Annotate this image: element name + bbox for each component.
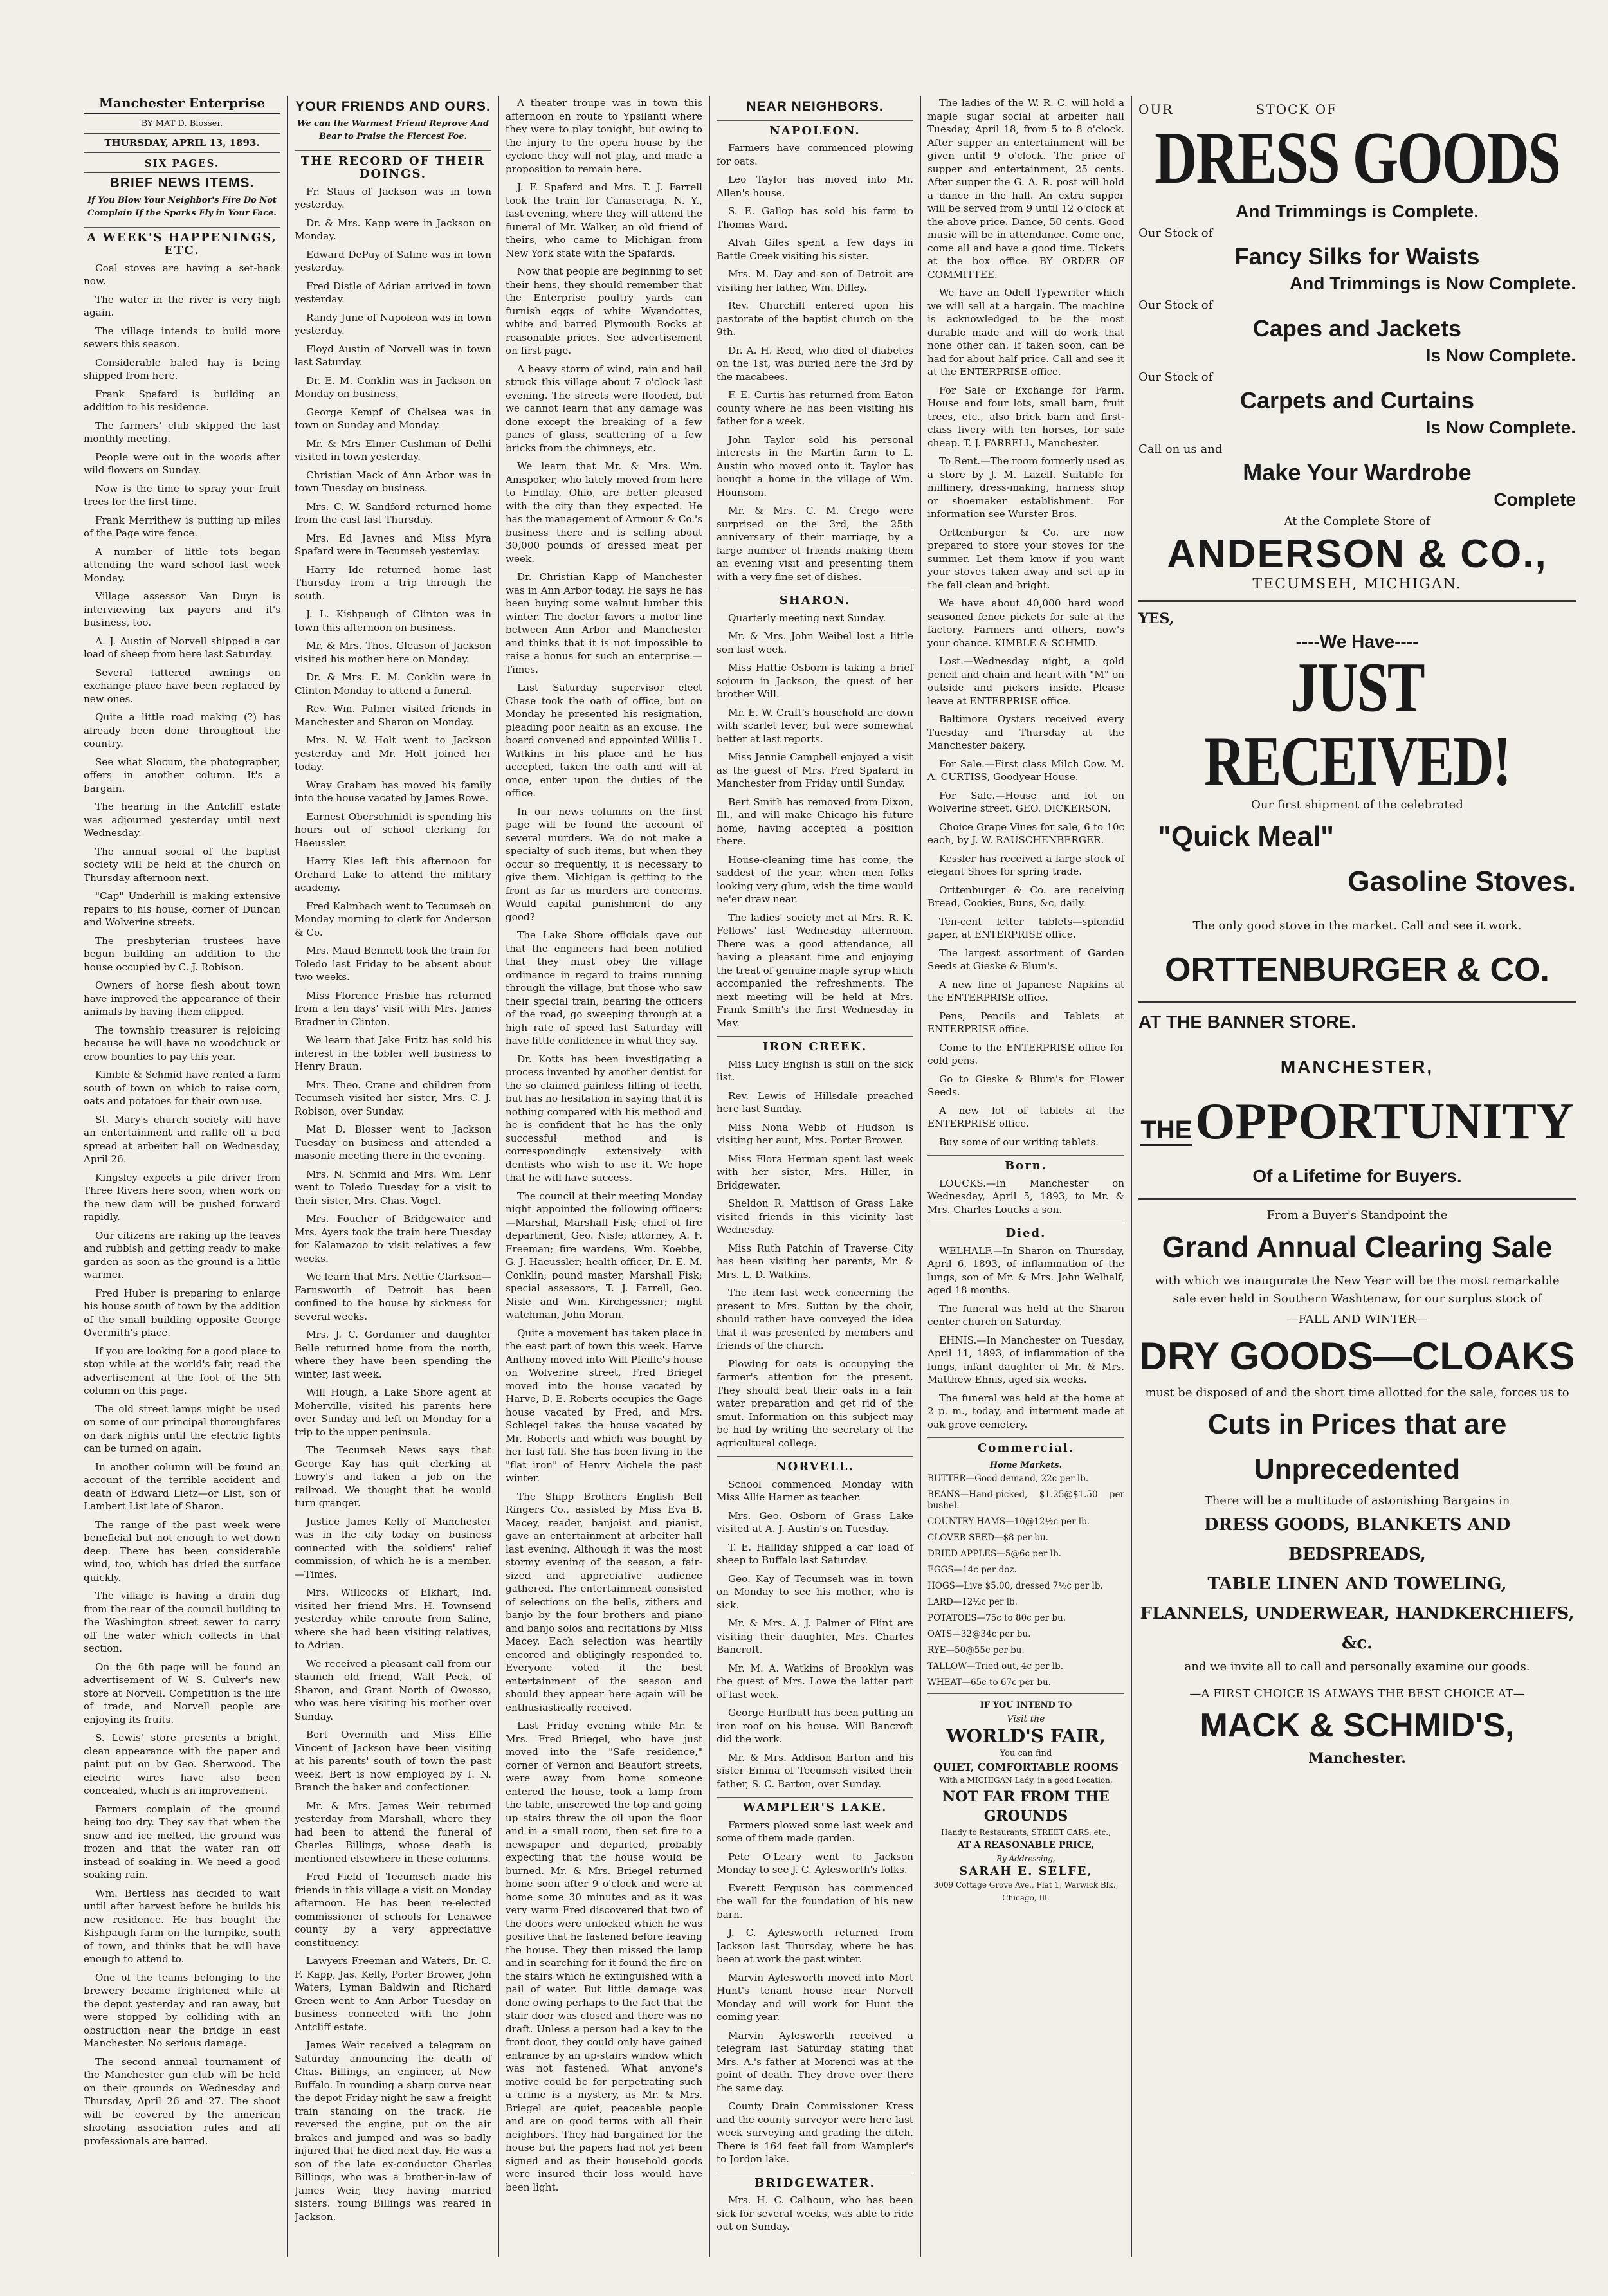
news-paragraph: BEANS—Hand-picked, $1.25@$1.50 per bushel. — [927, 1490, 1124, 1511]
news-paragraph: One of the teams belonging to the brewery became frightened while at the depot yesterday and ran away, but were stopped by colliding with an obstruction near the bridge in east Manchester. No serious damage. — [84, 1971, 280, 2049]
news-paragraph: The annual social of the baptist society will be held at the church on Thursday afternoon next. — [84, 845, 280, 884]
ad-manchester: MANCHESTER, — [1280, 1057, 1434, 1077]
news-paragraph: John Taylor sold his personal interests in the Martin farm to L. Austin who moved onto it. Taylor has bought a home in the village of Wm. Hounsom. — [717, 433, 913, 498]
news-paragraph: Everett Ferguson has commenced the wall for the foundation of his new barn. — [717, 1882, 913, 1920]
fair-line-10: By Addressing, — [996, 1854, 1055, 1863]
ad-complete-1: Is Now Complete. — [1425, 345, 1576, 365]
news-paragraph: Lost.—Wednesday night, a gold pencil and chain and heart with "M" on outside and pickers inside. Please leave at ENTERPRISE office. — [927, 655, 1124, 707]
news-paragraph: We learn that Mrs. Nettie Clarkson—Farnsworth of Detroit has been confined to the house by sickness for several weeks. — [295, 1271, 491, 1322]
news-paragraph: Farmers have commenced plowing for oats. — [717, 142, 913, 167]
news-paragraph: Now is the time to spray your fruit trees for the first time. — [84, 482, 280, 507]
news-paragraph: Mr. & Mrs. Thos. Gleason of Jackson visited his mother here on Monday. — [295, 640, 491, 665]
news-items — [506, 96, 702, 2194]
news-paragraph: HOGS—Live $5.00, dressed 7½c per lb. — [927, 1581, 1103, 1591]
news-paragraph: Miss Flora Herman spent last week with her sister, Mrs. Hiller, in Bridgewater. — [717, 1153, 913, 1191]
section-heading-2: THE RECORD OF THEIR DOINGS. — [295, 150, 491, 181]
ad-mack-schmid: MACK & SCHMID'S, — [1200, 1707, 1515, 1744]
ad-first-choice: —A FIRST CHOICE IS ALWAYS THE BEST CHOICE AT— — [1189, 1687, 1525, 1700]
commercial-heading: Commercial. — [927, 1437, 1124, 1455]
news-paragraph: We learn that Jake Fritz has sold his interest in the tobler well business to Henry Braun. — [295, 1034, 491, 1072]
news-paragraph: For Sale.—House and lot on Wolverine street. GEO. DICKERSON. — [927, 789, 1124, 814]
news-paragraph: Mrs. M. Day and son of Detroit are visiting her father, Wm. Dilley. — [717, 268, 913, 293]
news-paragraph: Orttenburger & Co. are now prepared to store your stoves for the summer. Let them know if you want your stoves taken away and set up in the fall clean and bright. — [927, 526, 1124, 591]
ad-fall-winter: —FALL AND WINTER— — [1286, 1313, 1428, 1326]
news-paragraph: Harry Ide returned home last Thursday from a trip through the south. — [295, 563, 491, 602]
news-paragraph: The Lake Shore officials gave out that the engineers had been notified that they must obey the village ordinance in regard to trains running through the village, but those who saw their special train, bearing the officers of the road, go sweeping through at a high rate of speed last Saturday will have little confidence in what they say. — [506, 929, 702, 1046]
news-paragraph: Miss Ruth Patchin of Traverse City has been visiting her parents, Mr. & Mrs. L. D. Watkins. — [717, 1242, 913, 1280]
news-paragraph: We have an Odell Typewriter which we will sell at a bargain. The machine is acknowledged to be the most durable made and will do work that none other can. If taken soon, can be had for about half price. Call and see it at the ENTERPRISE office. — [927, 287, 1124, 378]
ad-only-good: The only good stove in the market. Call and see it work. — [1192, 919, 1522, 933]
ad-first-shipment: Our first shipment of the celebrated — [1251, 798, 1463, 812]
news-paragraph: J. F. Spafard and Mrs. T. J. Farrell took the train for Canaseraga, N. Y., last evening, where they will attend the funeral of Mr. Walker, an old friend of theirs, who came to Michigan from New York state with the Spafards. — [506, 181, 702, 259]
news-paragraph: The presbyterian trustees have begun building an addition to the house occupied by C. J. Robison. — [84, 934, 280, 973]
ad-trim-2: And Trimmings is Now Complete. — [1290, 273, 1576, 293]
news-paragraph: Dr. & Mrs. E. M. Conklin were in Clinton Monday to attend a funeral. — [295, 671, 491, 697]
news-paragraph: The township treasurer is rejoicing because he will have no woodchuck or crow bounties to pay this year. — [84, 1024, 280, 1062]
ad-invite: and we invite all to call and personally examine our goods. — [1184, 1660, 1530, 1673]
ad-the: THE — [1140, 1116, 1192, 1146]
news-paragraph: For Sale or Exchange for Farm. House and four lots, small barn, fruit trees, etc., also brick barn and first-class livery with ten horses, for sale cheap. T. J. FARRELL, Manchester. — [927, 384, 1124, 449]
news-paragraph: Quarterly meeting next Sunday. — [728, 612, 886, 624]
news-paragraph: Farmers plowed some last week and some of them made garden. — [717, 1819, 913, 1844]
news-paragraph: A new lot of tablets at the ENTERPRISE office. — [927, 1104, 1124, 1129]
fair-line-11: SARAH E. SELFE, — [959, 1864, 1093, 1878]
neighbor-section-title: BRIDGEWATER. — [717, 2173, 913, 2191]
news-paragraph: LARD—12½c per lb. — [927, 1597, 1018, 1607]
news-paragraph: Fr. Staus of Jackson was in town yesterday. — [295, 185, 491, 210]
ad-trim-1: And Trimmings is Complete. — [1235, 201, 1479, 221]
column-near-neighbors — [717, 96, 921, 2257]
news-paragraph: The village is having a drain dug from the rear of the council building to the Washington street sewer to carry off the water which collects in that section. — [84, 1590, 280, 1654]
news-paragraph: Alvah Giles spent a few days in Battle Creek visiting his sister. — [717, 237, 913, 262]
news-paragraph: RYE—50@55c per bu. — [927, 1645, 1025, 1655]
news-paragraph: People were out in the woods after wild flowers on Sunday. — [84, 451, 280, 476]
news-paragraph: Coal stoves are having a set-back now. — [84, 262, 280, 287]
fair-line-3: WORLD'S FAIR, — [946, 1726, 1106, 1747]
news-paragraph: DRIED APPLES—5@6c per lb. — [927, 1549, 1061, 1559]
news-paragraph: In our news columns on the first page will be found the account of several murders. We do not make a specialty of such items, but when they occur so frequently, it is necessary to give them. Michigan is getting to the front as far as murders are concerns. Would capital punishment do any good? — [506, 805, 702, 923]
news-paragraph: We received a pleasant call from our staunch old friend, Walt Peck, of Sharon, and Grant North of Owosso, who was here visiting his mother over Sunday. — [295, 1657, 491, 1722]
news-paragraph: A theater troupe was in town this afternoon en route to Ypsilanti where they were to play tonight, but owing to the injury to the opera house by the cyclone they will not play, and made a proposition to remain here. — [506, 97, 702, 175]
news-paragraph: The village intends to build more sewers this season. — [84, 325, 280, 350]
news-paragraph: Ten-cent letter tablets—splendid paper, at ENTERPRISE office. — [927, 915, 1124, 940]
news-paragraph: WELHALF.—In Sharon on Thursday, April 6, 1893, of inflammation of the lungs, son of Mr. & Mrs. John Welhalf, aged 18 months. — [927, 1244, 1124, 1296]
news-paragraph: Last Friday evening while Mr. & Mrs. Fred Briegel, who have just moved into the "Safe residence," corner of Vernon and Beaufort streets, were away from home someone entered the house, took a lamp from the table, unscrewed the top and going up stairs threw the oil upon the floor and in a small room, then set fire to a newspaper and departed, probably expecting that the house would be burned. Mr. & Mrs. Briegel returned home soon after 9 o'clock and were at home some 30 minutes and as it was very warm Fred discovered that two of the doors were unlocked which he was positive that he fastened before leaving the house. They then missed the lamp and in searching for it found the fire on the stairs which he extinguished with a pail of water. But little damage was done owing perhaps to the fact that the stair door was closed and there was no draft. Unless a person had a key to the front door, they could only have gained entrance by an up-stairs window which was not fastened. What anyone's motive could be for perpetrating such a crime is a mystery, as Mr. & Mrs. Briegel are quiet, peaceable people and are on good terms with all their neighbors. They had bargained for the house but the papers had not yet been signed and as their household goods were insured their loss would have been light. — [506, 1720, 702, 2193]
news-paragraph: Bert Smith has removed from Dixon, Ill., and will make Chicago his future home, having accepted a position there. — [717, 796, 913, 847]
ad-cuts: Cuts in Prices that are Unprecedented — [1207, 1408, 1507, 1485]
ad-we-have: ----We Have---- — [1295, 632, 1419, 651]
fair-line-9: AT A REASONABLE PRICE, — [957, 1840, 1095, 1850]
news-paragraph: The ladies' society met at Mrs. R. K. Fellows' last Wednesday afternoon. There was a good attendance, all having a pleasant time and enjoying the treat of genuine maple syrup which accompanied the refreshments. The next meeting will be held at Mrs. Frank Smith's the first Wednesday in May. — [717, 911, 913, 1029]
news-paragraph: Dr. & Mrs. Kapp were in Jackson on Monday. — [295, 217, 491, 242]
news-paragraph: Mr. & Mrs. James Weir returned yesterday from Marshall, where they had been to attend the funeral of Charles Billings, whose death is mentioned elsewhere in these columns. — [295, 1799, 491, 1864]
news-paragraph: J. C. Aylesworth returned from Jackson last Thursday, where he has been at work the past winter. — [717, 1927, 913, 1965]
news-paragraph: Come to the ENTERPRISE office for cold pens. — [927, 1041, 1124, 1066]
fair-line-7: NOT FAR FROM THE GROUNDS — [942, 1788, 1110, 1825]
ad-banner: AT THE BANNER STORE. — [1138, 1012, 1357, 1032]
news-paragraph: To Rent.—The room formerly used as a store by J. M. Lazell. Suitable for millinery, dress-making, harness shop or shoemaker establishment. For information see Wurster Bros. — [927, 455, 1124, 520]
born-notice: LOUCKS.—In Manchester on Wednesday, April 5, 1893, to Mr. & Mrs. Charles Loucks a son. — [927, 1177, 1124, 1216]
news-paragraph: Miss Lucy English is still on the sick list. — [717, 1058, 913, 1083]
market-list — [927, 1473, 1124, 1688]
ad-at-store: At the Complete Store of — [1284, 514, 1430, 528]
news-paragraph: Mr. & Mrs Elmer Cushman of Delhi visited in town yesterday. — [295, 437, 491, 462]
news-paragraph: The range of the past week were beneficial but not enough to wet down deep. There has been considerable wind, too, which has dried the surface quickly. — [84, 1518, 280, 1583]
neighbor-section-title: NAPOLEON. — [717, 120, 913, 138]
news-paragraph: Rev. Wm. Palmer visited friends in Manchester and Sharon on Monday. — [295, 703, 491, 728]
news-paragraph: Miss Hattie Osborn is taking a brief sojourn in Jackson, the guest of her brother Will. — [717, 662, 913, 700]
ad-call: Call on us and — [1138, 442, 1223, 456]
news-paragraph: The item last week concerning the present to Mrs. Sutton by the choir, should rather have conveyed the idea that it was presented by members and friends of the church. — [717, 1287, 913, 1351]
news-paragraph: The farmers' club skipped the last monthly meeting. — [84, 419, 280, 444]
masthead-publisher: BY MAT D. Blosser. — [141, 118, 223, 129]
column-local — [506, 96, 710, 2257]
column-brief-news — [84, 96, 288, 2257]
news-paragraph: County Drain Commissioner Kress and the county surveyor were here last week surveying and grading the ditch. There is 164 feet fall from Wampler's to Jordon lake. — [717, 2100, 913, 2165]
ad-lifetime: Of a Lifetime for Buyers. — [1252, 1166, 1462, 1186]
news-paragraph: Owners of horse flesh about town have improved the appearance of their animals by having them clipped. — [84, 979, 280, 1017]
news-paragraph: James Weir received a telegram on Saturday announcing the death of Chas. Billings, an engineer, at New Buffalo. In rounding a sharp curve near the depot Friday night he saw a freight train standing on the track. He reversed the engine, put on the air brakes and jumped and was so badly injured that he died next day. He was a son of the late ex-conductor Charles Billings, who was a brother-in-law of James Weir, they having married sisters. Young Billings was reared in Jackson. — [295, 2039, 491, 2223]
news-paragraph: Dr. Kotts has been investigating a process invented by another dentist for the so claimed painless filling of teeth, but has no hesitation in saying that it is nothing compared with his method and he is confident that he has the only successful method and is correspondingly extensively with dentists who wish to use it. We hope that he will have success. — [506, 1053, 702, 1183]
news-paragraph: The water in the river is very high again. — [84, 293, 280, 318]
news-paragraph: The hearing in the Antcliff estate was adjourned yesterday until next Wednesday. — [84, 801, 280, 839]
market-subheading: Home Markets. — [989, 1460, 1063, 1470]
news-paragraph: Rev. Lewis of Hillsdale preached here last Sunday. — [717, 1089, 913, 1115]
news-paragraph: Mr. & Mrs. Addison Barton and his sister Emma of Tecumseh visited their father, S. C. Barton, over Sunday. — [717, 1751, 913, 1790]
news-paragraph: Frank Spafard is building an addition to his residence. — [84, 388, 280, 413]
ad-dress-goods: DRESS GOODS — [1155, 116, 1560, 199]
fair-line-1: IF YOU INTEND TO — [980, 1700, 1072, 1710]
orttenburger-ad — [1138, 602, 1576, 1003]
news-paragraph: Mrs. Theo. Crane and children from Tecumseh visited her sister, Mrs. C. J. Robison, over Sunday. — [295, 1079, 491, 1117]
news-paragraph: Geo. Kay of Tecumseh was in town on Monday to see his mother, who is sick. — [717, 1572, 913, 1611]
news-paragraph: Rev. Churchill entered upon his pastorate of the baptist church on the 9th. — [717, 300, 913, 338]
masthead-date: THURSDAY, APRIL 13, 1893. — [84, 133, 280, 154]
news-paragraph: Now that people are beginning to set their hens, they should remember that the Enterprise poultry yards can furnish eggs of white Wyandottes, white and barred Plymouth Rocks at reasonable prices. See advertisement on first page. — [506, 266, 702, 356]
news-paragraph: "Cap" Underhill is making extensive repairs to his house, corner of Duncan and Wolverine streets. — [84, 890, 280, 928]
news-paragraph: Pete O'Leary went to Jackson Monday to see J. C. Aylesworth's folks. — [717, 1850, 913, 1875]
ad-gasoline: Gasoline Stoves. — [1348, 866, 1576, 897]
mack-schmid-ad — [1138, 1200, 1576, 1769]
ad-tecumseh: TECUMSEH, MICHIGAN. — [1252, 576, 1462, 592]
news-paragraph: Harry Kies left this afternoon for Orchard Lake to attend the military academy. — [295, 855, 491, 893]
section-heading: NEAR NEIGHBORS. — [746, 99, 884, 114]
news-paragraph: Fred Huber is preparing to enlarge his house south of town by the addition of the small building opposite George Overmith's place. — [84, 1287, 280, 1338]
fair-line-6: With a MICHIGAN Lady, in a good Location, — [939, 1776, 1113, 1785]
masthead-title: Manchester Enterprise — [84, 96, 280, 114]
news-paragraph: Dr. A. H. Reed, who died of diabetes on the 1st, was buried here the 3rd by the macabees. — [717, 344, 913, 383]
news-paragraph: We learn that Mr. & Mrs. Wm. Amspoker, who lately moved from here to Findlay, Ohio, are better pleased with the city than they expected. He has the management of Armour & Co.'s business there and is selling about 30,000 pounds of dressed meat per week. — [506, 460, 702, 565]
news-paragraph: Mr. & Mrs. A. J. Palmer of Flint are visiting their daughter, Mrs. Charles Bancroft. — [717, 1617, 913, 1655]
news-paragraph: J. L. Kishpaugh of Clinton was in town this afternoon on business. — [295, 608, 491, 633]
news-paragraph: The funeral was held at the Sharon center church on Saturday. — [927, 1302, 1124, 1327]
news-paragraph: Fred Field of Tecumseh made his friends in this village a visit on Monday afternoon. He has been re-elected commissioner of schools for Lenawee county by a very appreciative constituency. — [295, 1871, 491, 1949]
news-paragraph: On the 6th page will be found an advertisement of W. S. Culver's new store at Norvell. Competition is the life of trade, and Norvell people are enjoying its fruits. — [84, 1661, 280, 1726]
news-paragraph: A heavy storm of wind, rain and hail struck this village about 7 o'clock last evening. The streets were flooded, but we cannot learn that any damage was done except the breaking of a few panes of glass, scattering of a few bricks from the chimneys, etc. — [506, 363, 702, 454]
news-paragraph: Kimble & Schmid have rented a farm south of town on which to raise corn, oats and potatoes for their own use. — [84, 1069, 280, 1107]
ad-stock-of: STOCK OF — [1256, 102, 1337, 117]
worlds-fair-ad — [927, 1699, 1124, 1905]
news-paragraph: Wm. Bertless has decided to wait until after harvest before he builds his new residence. He has bought the Kishpaugh farm on the turnpike, south of town, and thinks that he will have enough to attend to. — [84, 1887, 280, 1965]
news-paragraph: Miss Nona Webb of Hudson is visiting her aunt, Mrs. Porter Brower. — [717, 1121, 913, 1146]
news-paragraph: For Sale.—First class Milch Cow. M. A. CURTISS, Goodyear House. — [927, 758, 1124, 783]
ad-quick-meal: "Quick Meal" — [1158, 821, 1335, 852]
section-heading: YOUR FRIENDS AND OURS. — [295, 99, 491, 114]
news-paragraph: Leo Taylor has moved into Mr. Allen's house. — [717, 174, 913, 199]
news-paragraph: St. Mary's church society will have an entertainment and raffle off a bed spread at arbeiter hall on Wednesday, April 26. — [84, 1113, 280, 1165]
news-paragraph: Quite a little road making (?) has already been done throughout the country. — [84, 711, 280, 749]
section-heading: BRIEF NEWS ITEMS. — [109, 176, 255, 190]
news-paragraph: BUTTER—Good demand, 22c per lb. — [927, 1473, 1089, 1484]
column-advertisements — [1138, 96, 1582, 2257]
ad-our-stock-3: Our Stock of — [1138, 370, 1213, 384]
news-paragraph: Miss Jennie Campbell enjoyed a visit as the guest of Mrs. Fred Spafard in Manchester from Friday until Sunday. — [717, 751, 913, 789]
news-paragraph: Choice Grape Vines for sale, 6 to 10c each, by J. W. RAUSCHENBERGER. — [927, 821, 1124, 846]
news-paragraph: Marvin Aylesworth received a telegram last Saturday stating that Mrs. A.'s father at Morenci was at the point of death. They drove over there the same day. — [717, 2029, 913, 2094]
news-paragraph: Farmers complain of the ground being too dry. They say that when the snow and ice melted, the ground was frozen and that the water ran off instead of soaking in. We need a good soaking rain. — [84, 1803, 280, 1881]
news-paragraph: Go to Gieske & Blum's for Flower Seeds. — [927, 1073, 1124, 1098]
news-paragraph: The ladies of the W. R. C. will hold a maple sugar social at arbeiter hall Tuesday, April 18, from 5 to 8 o'clock. After supper an entertainment will be given until 9 o'clock. The price of supper and entertainment, 25 cents. After supper the G. A. R. post will hold a dance in the hall. An extra supper will be served from 9 until 12 o'clock at the above price. Dance, 50 cents. Good music will be in attendance. Come one, come all and have a good time. Tickets at the box office. BY ORDER OF COMMITTEE. — [927, 97, 1124, 280]
news-paragraph: Mrs. Geo. Osborn of Grass Lake visited at A. J. Austin's on Tuesday. — [717, 1509, 913, 1535]
section-heading-2: A WEEK'S HAPPENINGS, ETC. — [84, 227, 280, 258]
news-paragraph: Wray Graham has moved his family into the house vacated by James Rowe. — [295, 779, 491, 804]
news-paragraph: Last Saturday supervisor elect Chase took the oath of office, but on Monday he presented his resignation, pleading poor health as an excuse. The board convened and appointed Willis L. Watkins in his place and he has accepted, taken the oath and will at once, enter upon the duties of the office. — [506, 682, 702, 799]
news-paragraph: The largest assortment of Garden Seeds at Gieske & Blum's. — [927, 947, 1124, 972]
masthead-pages: SIX PAGES. — [84, 154, 280, 174]
news-paragraph: Orttenburger & Co. are receiving Bread, Cookies, Buns, &c, daily. — [927, 884, 1124, 909]
ad-mack-town: Manchester. — [1308, 1750, 1406, 1767]
news-paragraph: Mrs. H. C. Calhoun, who has been sick for several weeks, was able to ride out on Sunday. — [717, 2194, 913, 2232]
news-paragraph: Frank Merrithew is putting up miles of the Page wire fence. — [84, 514, 280, 539]
news-paragraph: POTATOES—75c to 80c per bu. — [927, 1613, 1066, 1623]
neighbor-section-title: SHARON. — [717, 590, 913, 608]
news-paragraph: The second annual tournament of the Manchester gun club will be held on their grounds on Wednesday and Thursday, April 26 and 27. The shoot will be covered by the american shooting association rules and all professionals are barred. — [84, 2055, 280, 2147]
news-paragraph: Mr. & Mrs. John Weibel lost a little son last week. — [717, 630, 913, 655]
news-paragraph: EHNIS.—In Manchester on Tuesday, April 11, 1893, of inflammation of the lungs, infant daughter of Mr. & Mrs. Matthew Ehnis, aged six weeks. — [927, 1334, 1124, 1385]
news-paragraph: Several tattered awnings on exchange place have been replaced by new ones. — [84, 666, 280, 705]
news-paragraph: EGGS—14c per doz. — [927, 1565, 1017, 1575]
news-paragraph: House-cleaning time has come, the saddest of the year, when men folks looking very glum, wish the time would ne'er draw near. — [717, 853, 913, 905]
news-paragraph: COUNTRY HAMS—10@12½c per lb. — [927, 1517, 1090, 1527]
news-paragraph: F. E. Curtis has returned from Eaton county where he has been visiting his father for a week. — [717, 389, 913, 427]
notice-items — [927, 96, 1124, 1149]
news-paragraph: Mrs. Maud Bennett took the train for Toledo last Friday to be absent about two weeks. — [295, 945, 491, 983]
died-notices — [927, 1244, 1124, 1432]
news-paragraph: TALLOW—Tried out, 4c per lb. — [927, 1661, 1063, 1672]
ad-just-received: JUST RECEIVED! — [1204, 649, 1510, 801]
news-paragraph: Quite a movement has taken place in the east part of town this week. Harve Anthony moved into Will Pfeifle's house on Wolverine street, Fred Briegel moved into the house vacated by Harve, D. E. Roberts occupies the Gage house vacated by Fred, and Mrs. Schlegel takes the house vacated by Mr. Roberts and which was bought by her last fall. She has been living in the "flat iron" of Henry Aichele the past winter. — [506, 1327, 702, 1484]
fair-line-12: 3009 Cottage Grove Ave., Flat 1, Warwick Blk., Chicago, Ill. — [933, 1880, 1119, 1902]
news-paragraph: Mr. & Mrs. C. M. Crego were surprised on the 3rd, the 25th anniversary of their marriage, by a large number of friends making them an evening visit and presenting them with a very fine set of dishes. — [717, 505, 913, 583]
news-paragraph: Fred Kalmbach went to Tecumseh on Monday morning to clerk for Anderson & Co. — [295, 900, 491, 938]
news-paragraph: Floyd Austin of Norvell was in town last Saturday. — [295, 343, 491, 368]
news-paragraph: Our citizens are raking up the leaves and rubbish and getting ready to make garden as soon as the ground is a little warmer. — [84, 1229, 280, 1280]
news-paragraph: Village assessor Van Duyn is interviewing tax payers and it's business, too. — [84, 590, 280, 628]
ad-clearing-sale: Grand Annual Clearing Sale — [1162, 1230, 1553, 1264]
ad-complete-2: Is Now Complete. — [1425, 417, 1576, 437]
news-paragraph: A. J. Austin of Norvell shipped a car load of sheep from here last Saturday. — [84, 635, 280, 660]
news-paragraph: Mrs. Ed Jaynes and Miss Myra Spafard were in Tecumseh yesterday. — [295, 532, 491, 557]
news-paragraph: Bert Overmith and Miss Effie Vincent of Jackson have been visiting at his parents' south of town the past week. Bert is now employed by I. N. Branch the baker and confectioner. — [295, 1729, 491, 1793]
news-paragraph: The funeral was held at the home at 2 p. m., today, and interment made at oak grove cemetery. — [927, 1392, 1124, 1430]
news-paragraph: Mrs. N. W. Holt went to Jackson yesterday and Mr. Holt joined her today. — [295, 734, 491, 772]
news-paragraph: Buy some of our writing tablets. — [939, 1136, 1099, 1148]
news-paragraph: The council at their meeting Monday night appointed the following officers:—Marshal, Marshall Fisk; chief of fire department, Geo. Nisle; attorney, A. F. Freeman; fire wardens, Wm. Koebbe, G. J. Haeussler; health officer, Dr. E. M. Conklin; pound master, Marshall Fisk; special assessors, T. J. Farrell, Geo. Nisle and Wm. Kirchgessner; night watchman, John Moran. — [506, 1190, 702, 1320]
fair-line-5: QUIET, COMFORTABLE ROOMS — [933, 1760, 1119, 1773]
news-paragraph: In another column will be found an account of the terrible accident and death of Edward Lietz—or List, son of Lambert List late of Sharon. — [84, 1461, 280, 1512]
news-paragraph: Kingsley expects a pile driver from Three Rivers here soon, when work on the new dam will be pushed forward rapidly. — [84, 1171, 280, 1223]
fair-line-8: Handy to Restaurants, STREET CARS, etc., — [941, 1827, 1111, 1837]
news-paragraph: Earnest Oberschmidt is spending his hours out of school clerking for Haeussler. — [295, 810, 491, 849]
news-paragraph: Considerable baled hay is being shipped from here. — [84, 356, 280, 381]
column-notices — [927, 96, 1132, 2257]
news-paragraph: Mrs. J. C. Gordanier and daughter Belle returned home from the north, where they have been spending the winter, last week. — [295, 1329, 491, 1380]
news-paragraph: Dr. Christian Kapp of Manchester was in Ann Arbor today. He says he has been buying some walnut lumber this winter. The doctor favors a motor line between Ann Arbor and Manchester and thinks that it is not impossible to raise a bonus for such an enterprise.—Times. — [506, 571, 702, 675]
ad-anderson: ANDERSON & CO., — [1167, 531, 1548, 576]
news-paragraph: Mr. E. W. Craft's household are down with scarlet fever, but were somewhat better at last reports. — [717, 706, 913, 745]
news-paragraph: Marvin Aylesworth moved into Mort Hunt's tenant house near Norvell Monday and will work for Hunt the coming year. — [717, 1971, 913, 2023]
ad-line-a: DRESS GOODS, BLANKETS AND BEDSPREADS, — [1203, 1515, 1511, 1564]
anderson-ad — [1138, 96, 1576, 602]
newspaper-page — [84, 71, 1582, 2270]
ad-dry-goods: DRY GOODS—CLOAKS — [1139, 1335, 1575, 1378]
died-heading: Died. — [927, 1223, 1124, 1241]
news-paragraph: Edward DePuy of Saline was in town yesterday. — [295, 248, 491, 273]
news-paragraph: T. E. Halliday shipped a car load of sheep to Buffalo last Saturday. — [717, 1541, 913, 1566]
born-heading: Born. — [927, 1155, 1124, 1173]
ad-line-c: FLANNELS, UNDERWEAR, HANDKERCHIEFS, &c. — [1140, 1604, 1575, 1653]
neighbor-section-title: NORVELL. — [717, 1456, 913, 1474]
news-paragraph: Mr. M. A. Watkins of Brooklyn was the guest of Mrs. Lowe the latter part of last week. — [717, 1662, 913, 1700]
opportunity-ad — [1138, 1003, 1576, 1200]
news-paragraph: Fred Distle of Adrian arrived in town yesterday. — [295, 280, 491, 305]
news-paragraph: If you are looking for a good place to stop while at the world's fair, read the advertisement at the foot of the 5th column on this page. — [84, 1345, 280, 1396]
news-paragraph: See what Slocum, the photographer, offers in another column. It's a bargain. — [84, 756, 280, 794]
news-items — [295, 185, 491, 2224]
news-paragraph: Mat D. Blosser went to Jackson Tuesday on business and attended a masonic meeting there in the evening. — [295, 1124, 491, 1162]
ad-yes: YES, — [1138, 610, 1174, 627]
ad-capes: Capes and Jackets — [1252, 314, 1462, 342]
news-paragraph: Justice James Kelly of Manchester was in the city today on business connected with the soldiers' relief commission, of which he is a member.—Times. — [295, 1515, 491, 1580]
section-subheading: If You Blow Your Neighbor's Fire Do Not Complain If the Sparks Fly in Your Face. — [87, 195, 277, 218]
ad-line-b: TABLE LINEN AND TOWELING, — [1207, 1574, 1507, 1594]
news-paragraph: Will Hough, a Lake Shore agent at Moherville, visited his parents here over Sunday and left on Monday for a trip to the upper peninsula. — [295, 1387, 491, 1438]
ad-inaugurate: with which we inaugurate the New Year will be the most remarkable sale ever held in Southern Washtenaw, for our surplus stock of — [1155, 1274, 1560, 1306]
news-paragraph: Mrs. Foucher of Bridgewater and Mrs. Ayers took the train here Tuesday for Kalamazoo to visit relatives a few weeks. — [295, 1213, 491, 1264]
news-paragraph: School commenced Monday with Miss Allie Harner as teacher. — [717, 1478, 913, 1503]
news-paragraph: Lawyers Freeman and Waters, Dr. C. F. Kapp, Jas. Kelly, Porter Brower, John Waters, Lyman Baldwin and Richard Green went to Ann Arbor Tuesday on business connected with the John Antcliff estate. — [295, 1955, 491, 2033]
news-paragraph: Baltimore Oysters received every Tuesday and Thursday at the Manchester bakery. — [927, 713, 1124, 751]
news-paragraph: A number of little tots began attending the ward school last week Monday. — [84, 545, 280, 584]
ad-silks: Fancy Silks for Waists — [1234, 242, 1480, 269]
news-paragraph: OATS—32@34c per bu. — [927, 1629, 1031, 1639]
ad-wardrobe: Make Your Wardrobe — [1243, 459, 1472, 486]
news-paragraph: The old street lamps might be used on some of our principal thoroughfares on dark nights until the electric lights can be turned on again. — [84, 1403, 280, 1454]
news-paragraph: Miss Florence Frisbie has returned from a ten days' visit with Mrs. James Bradner in Clinton. — [295, 989, 491, 1028]
ad-multitude: There will be a multitude of astonishing Bargains in — [1204, 1494, 1510, 1508]
ad-must-be: must be disposed of and the short time allotted for the sale, forces us to — [1145, 1386, 1569, 1399]
news-paragraph: CLOVER SEED—$8 per bu. — [927, 1533, 1048, 1543]
news-paragraph: Mrs. Willcocks of Elkhart, Ind. visited her friend Mrs. H. Townsend yesterday while enroute from Saline, where she had been visiting relatives, to Adrian. — [295, 1587, 491, 1651]
news-paragraph: Kessler has received a large stock of elegant Shoes for spring trade. — [927, 852, 1124, 877]
news-paragraph: Christian Mack of Ann Arbor was in town Tuesday on business. — [295, 469, 491, 494]
news-paragraph: A new line of Japanese Napkins at the ENTERPRISE office. — [927, 978, 1124, 1003]
neighbor-sections — [717, 120, 913, 2234]
ad-carpets: Carpets and Curtains — [1239, 387, 1475, 414]
fair-line-2: Visit the — [1007, 1713, 1045, 1724]
news-paragraph: We have about 40,000 hard wood seasoned fence pickets for sale at the factory. Farmers and others, now's your chance. KIMBLE & SCHMID. — [927, 597, 1124, 649]
news-paragraph: Plowing for oats is occupying the farmer's attention for the present. They should beat their oats in a fair water preparation and get rid of the smut. Information on this subject may be had by writing the secretary of the agricultural college. — [717, 1358, 913, 1449]
news-paragraph: The Shipp Brothers English Bell Ringers Co., assisted by Miss Eva B. Macey, reader, banjoist and pianist, gave an entertainment at arbeiter hall last evening. Although it was the most stormy evening of the season, a fair-sized and appreciative audience gathered. The entertainment consisted of selections on the bells, zithers and banjo by the four brothers and piano and banjo solos and recitations by Miss Macey. Each selection was heartily encored and obligingly responded to. Everyone voted it the best entertainment of the season and should they appear here again will be enthusiastically received. — [506, 1490, 702, 1713]
ad-our-stock-2: Our Stock of — [1138, 298, 1213, 312]
ad-our: OUR — [1138, 102, 1174, 117]
column-friends — [295, 96, 499, 2257]
news-paragraph: Mrs. C. W. Sandford returned home from the east last Thursday. — [295, 500, 491, 525]
news-paragraph: S. E. Gallop has sold his farm to Thomas Ward. — [717, 205, 913, 230]
news-paragraph: George Kempf of Chelsea was in town on Sunday and Monday. — [295, 406, 491, 431]
news-paragraph: The Tecumseh News says that George Kay has quit clerking at Lowry's and taken a job on the railroad. We thought that he would turn granger. — [295, 1444, 491, 1509]
ad-our-stock-1: Our Stock of — [1138, 226, 1213, 240]
news-paragraph: S. Lewis' store presents a bright, clean appearance with the paper and paint put on by Geo. Sherwood. The electric wires have also been concealed, which is an improvement. — [84, 1732, 280, 1796]
fair-line-4: You can find — [1000, 1749, 1052, 1758]
news-paragraph: Randy June of Napoleon was in town yesterday. — [295, 311, 491, 336]
news-paragraph: WHEAT—65c to 67c per bu. — [927, 1677, 1051, 1688]
neighbor-section-title: IRON CREEK. — [717, 1036, 913, 1054]
ad-buyers-stand: From a Buyer's Standpoint the — [1266, 1208, 1448, 1222]
ad-opportunity: OPPORTUNITY — [1195, 1093, 1574, 1150]
section-subheading: We can the Warmest Friend Reprove And Bear to Praise the Fiercest Foe. — [297, 118, 489, 141]
news-paragraph: Sheldon R. Mattison of Grass Lake visited friends in this vicinity last Wednesday. — [717, 1198, 913, 1235]
news-paragraph: Dr. E. M. Conklin was in Jackson on Monday on business. — [295, 374, 491, 399]
ad-wardrobe-2: Complete — [1494, 489, 1576, 509]
neighbor-section-title: WAMPLER'S LAKE. — [717, 1797, 913, 1815]
ad-orttenburger: ORTTENBURGER & CO. — [1165, 951, 1549, 989]
news-paragraph: Mrs. N. Schmid and Mrs. Wm. Lehr went to Toledo Tuesday for a visit to their sister, Mrs. Chas. Vogel. — [295, 1168, 491, 1207]
news-paragraph: George Hurlbutt has been putting an iron roof on his house. Will Bancroft did the work. — [717, 1707, 913, 1745]
news-items — [84, 262, 280, 2148]
news-paragraph: Pens, Pencils and Tablets at ENTERPRISE office. — [927, 1010, 1124, 1035]
